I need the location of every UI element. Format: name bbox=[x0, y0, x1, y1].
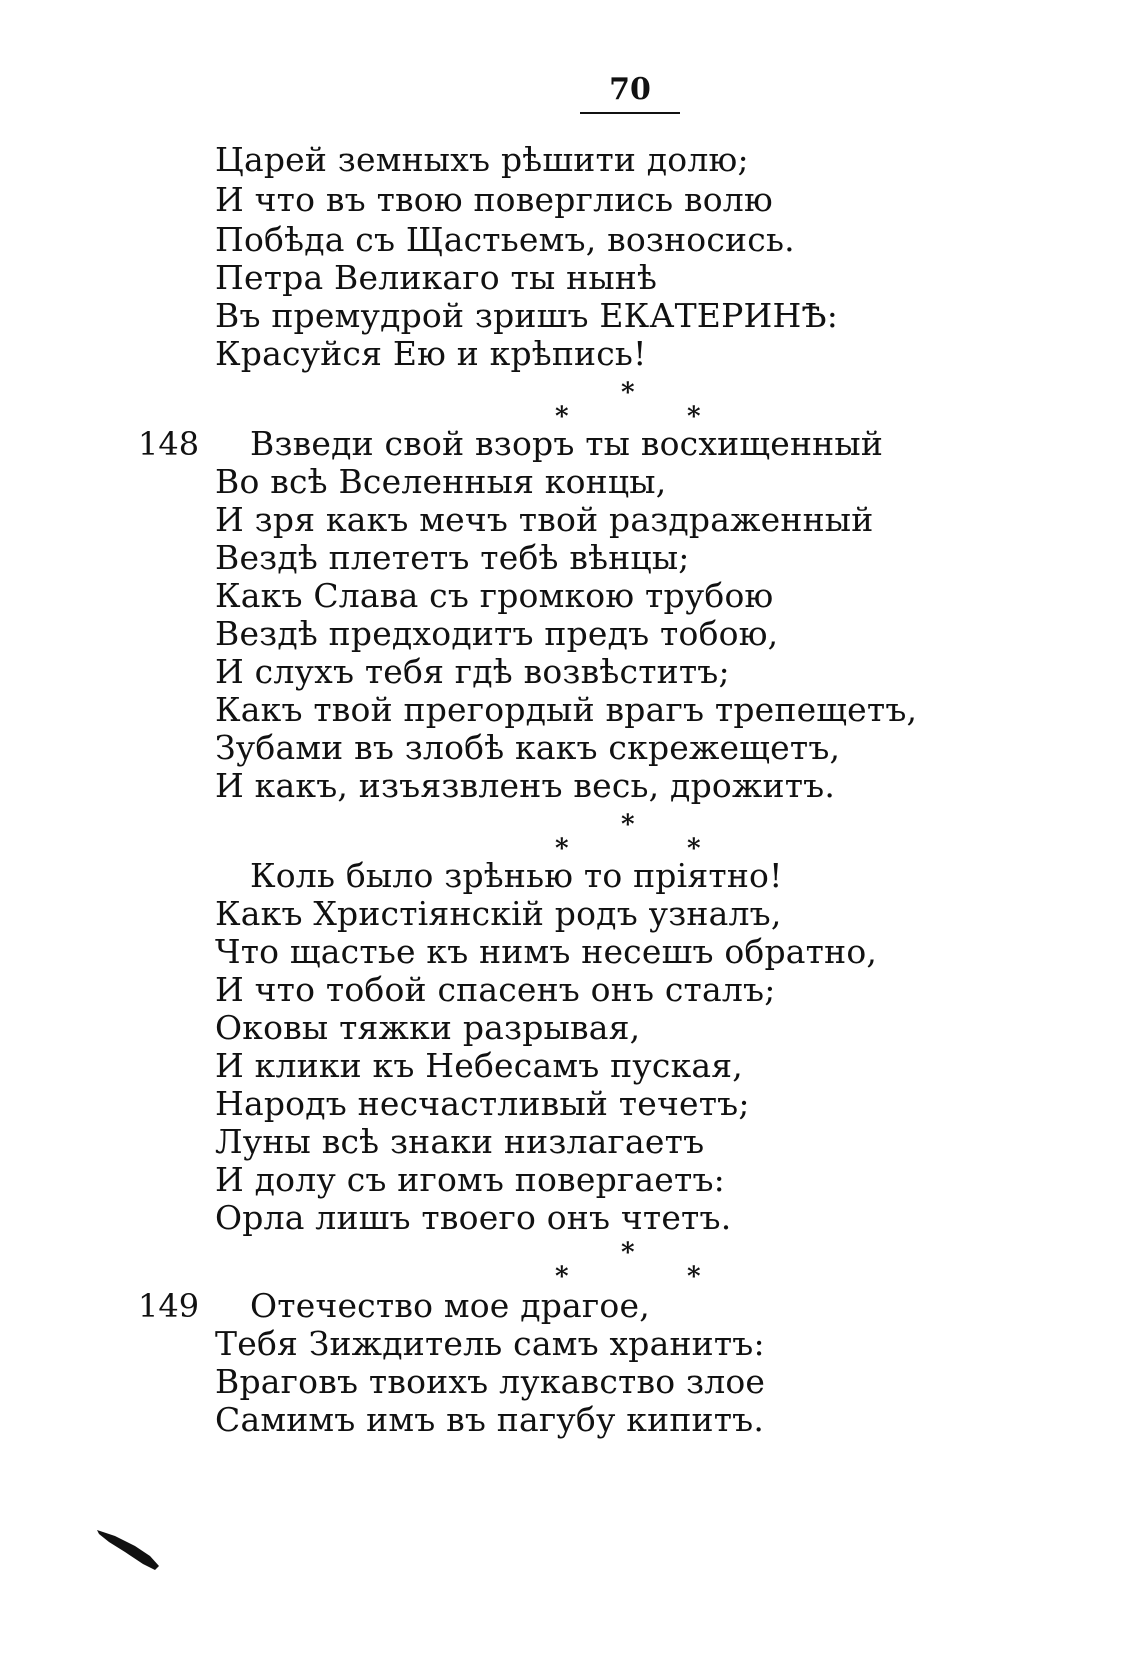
verse-line: И какъ, изъязвленъ весь, дрожитъ. bbox=[215, 766, 836, 805]
asterisk: * bbox=[621, 378, 635, 408]
verse-line: Красуйся Ею и крѣпись! bbox=[215, 334, 647, 373]
verse-line: Побѣда съ Щастьемъ, возносись. bbox=[215, 220, 795, 259]
verse-line: Зубами въ злобѣ какъ скрежещетъ, bbox=[215, 728, 841, 767]
verse-line: Какъ твой прегордый врагъ трепещетъ, bbox=[215, 690, 918, 729]
ink-smudge bbox=[95, 1528, 175, 1578]
stanza-number: 149 bbox=[138, 1287, 200, 1325]
verse-line: Отечество мое драгое, bbox=[250, 1286, 650, 1325]
verse-line: Въ премудрой зришъ ЕКАТЕРИНѢ: bbox=[215, 296, 839, 335]
asterisk: * bbox=[687, 1262, 701, 1292]
verse-line: Какъ Христiянскiй родъ узналъ, bbox=[215, 894, 782, 933]
asterisk: * bbox=[687, 834, 701, 864]
asterism-divider bbox=[555, 1240, 705, 1290]
verse-line: И клики къ Небесамъ пуская, bbox=[215, 1046, 743, 1085]
verse-line: Петра Великаго ты нынѣ bbox=[215, 258, 658, 297]
asterisk: * bbox=[555, 402, 569, 432]
stanza-number: 148 bbox=[138, 425, 200, 463]
asterism-divider bbox=[555, 812, 705, 862]
verse-line: Вездѣ плететъ тебѣ вѣнцы; bbox=[215, 538, 690, 577]
asterisk: * bbox=[555, 834, 569, 864]
verse-line: Вездѣ предходитъ предъ тобою, bbox=[215, 614, 779, 653]
asterisk: * bbox=[555, 1262, 569, 1292]
verse-line: Орла лишъ твоего онъ чтетъ. bbox=[215, 1198, 732, 1237]
asterisk: * bbox=[621, 1238, 635, 1268]
verse-line: Луны всѣ знаки низлагаетъ bbox=[215, 1122, 705, 1161]
page-number-rule bbox=[580, 112, 680, 114]
asterisk: * bbox=[687, 402, 701, 432]
verse-line: И что въ твою поверглись волю bbox=[215, 180, 773, 219]
asterisk: * bbox=[621, 810, 635, 840]
verse-line: Коль было зрѣнью то прiятно! bbox=[250, 856, 783, 895]
verse-line: Народъ несчастливый течетъ; bbox=[215, 1084, 750, 1123]
verse-line: Тебя Зиждитель самъ хранитъ: bbox=[215, 1324, 765, 1363]
verse-line: Враговъ твоихъ лукавство злое bbox=[215, 1362, 766, 1401]
verse-line: И долу съ игомъ повергаетъ: bbox=[215, 1160, 725, 1199]
verse-line: Самимъ имъ въ пагубу кипитъ. bbox=[215, 1400, 765, 1439]
verse-line: Взведи свой взоръ ты восхищенный bbox=[250, 424, 884, 463]
verse-line: Какъ Слава съ громкою трубою bbox=[215, 576, 774, 615]
verse-line: Оковы тяжки разрывая, bbox=[215, 1008, 641, 1047]
asterism-divider bbox=[555, 380, 705, 430]
verse-line: И слухъ тебя гдѣ возвѣститъ; bbox=[215, 652, 730, 691]
verse-line: Во всѣ Вселенныя концы, bbox=[215, 462, 667, 501]
verse-line: И зря какъ мечъ твой раздраженный bbox=[215, 500, 874, 539]
verse-line: Что щастье къ нимъ несешъ обратно, bbox=[215, 932, 878, 971]
page-number: 70 bbox=[609, 72, 651, 107]
verse-line: Царей земныхъ рѣшити долю; bbox=[215, 140, 749, 179]
verse-line: И что тобой спасенъ онъ сталъ; bbox=[215, 970, 776, 1009]
